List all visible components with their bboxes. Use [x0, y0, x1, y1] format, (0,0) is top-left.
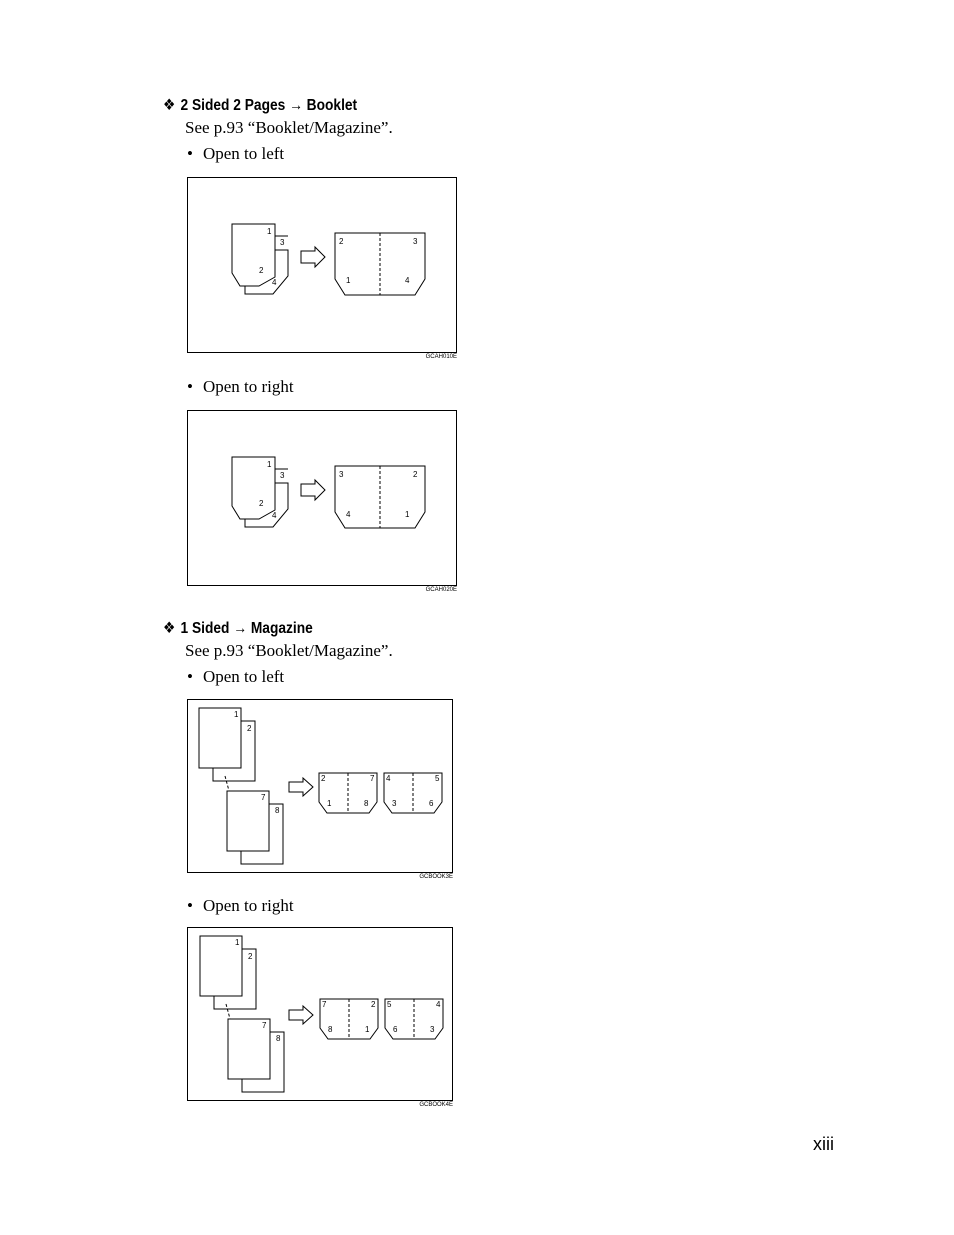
source-label: 1 [267, 227, 272, 236]
bullet-dot: • [187, 896, 193, 915]
diamond-marker-icon: ❖ [163, 97, 176, 114]
result-label: 8 [328, 1025, 333, 1034]
result-label: 6 [429, 799, 434, 808]
source-label: 7 [261, 793, 266, 802]
figure-code: GCAH010E [425, 354, 457, 360]
result-label: 8 [364, 799, 369, 808]
source-label: 8 [276, 1034, 281, 1043]
source-label: 1 [234, 710, 239, 719]
source-label: 2 [247, 724, 252, 733]
source-label: 4 [272, 511, 277, 520]
bullet-dot: • [187, 667, 193, 686]
bullet-label: Open to right [202, 896, 294, 915]
figure-booklet-open-left [187, 177, 457, 353]
result-label: 3 [392, 799, 397, 808]
result-label: 6 [393, 1025, 398, 1034]
figure-magazine-open-left [187, 699, 453, 873]
bullet-dot: • [187, 144, 193, 163]
result-label: 5 [387, 1000, 392, 1009]
result-label: 3 [339, 470, 344, 479]
figure-magazine-open-right [187, 927, 453, 1101]
source-label: 2 [259, 499, 264, 508]
source-label: 3 [280, 238, 285, 247]
figure-booklet-open-right [187, 410, 457, 586]
source-label: 2 [248, 952, 253, 961]
booklet-open-left-diagram [188, 178, 458, 354]
result-label: 2 [321, 774, 326, 783]
bullet-item [187, 896, 294, 916]
result-label: 2 [371, 1000, 376, 1009]
diamond-marker-icon: ❖ [163, 620, 176, 637]
bullet-dot: • [187, 377, 193, 396]
result-label: 4 [346, 510, 351, 519]
result-label: 3 [430, 1025, 435, 1034]
result-label: 2 [339, 237, 344, 246]
result-label: 4 [405, 276, 410, 285]
result-label: 5 [435, 774, 440, 783]
section-heading-magazine [163, 618, 313, 638]
figure-code: GCBOOK4E [419, 1102, 453, 1108]
result-label: 1 [327, 799, 332, 808]
result-label: 7 [370, 774, 375, 783]
booklet-open-right-diagram [188, 411, 458, 587]
result-label: 7 [322, 1000, 327, 1009]
source-label: 3 [280, 471, 285, 480]
source-label: 1 [235, 938, 240, 947]
bullet-item [187, 667, 284, 687]
section-title: 2 Sided 2 Pages → Booklet [180, 97, 358, 114]
magazine-open-right-diagram [188, 928, 454, 1102]
see-reference: See p.93 “Booklet/Magazine”. [185, 118, 393, 137]
bullet-label: Open to left [202, 144, 285, 163]
arrow-icon [301, 247, 325, 267]
result-label: 4 [386, 774, 391, 783]
result-label: 2 [413, 470, 418, 479]
result-label: 1 [346, 276, 351, 285]
bullet-item [187, 144, 284, 164]
arrow-icon [289, 1006, 313, 1024]
figure-code: GCBOOK3E [419, 874, 453, 880]
bullet-label: Open to left [202, 667, 285, 686]
section-title: 1 Sided → Magazine [180, 620, 313, 637]
bullet-label: Open to right [202, 377, 294, 396]
source-label: 8 [275, 806, 280, 815]
result-label: 1 [365, 1025, 370, 1034]
source-label: 4 [272, 278, 277, 287]
see-reference: See p.93 “Booklet/Magazine”. [185, 641, 393, 660]
figure-code: GCAH020E [425, 587, 457, 593]
source-label: 2 [259, 266, 264, 275]
bullet-item [187, 377, 294, 397]
result-label: 1 [405, 510, 410, 519]
section-heading-booklet [163, 95, 357, 115]
arrow-icon [301, 480, 325, 500]
magazine-open-left-diagram [188, 700, 454, 874]
result-label: 3 [413, 237, 418, 246]
page-number: xiii [813, 1134, 834, 1154]
arrow-icon [289, 778, 313, 796]
result-label: 4 [436, 1000, 441, 1009]
source-label: 1 [267, 460, 272, 469]
source-label: 7 [262, 1021, 267, 1030]
